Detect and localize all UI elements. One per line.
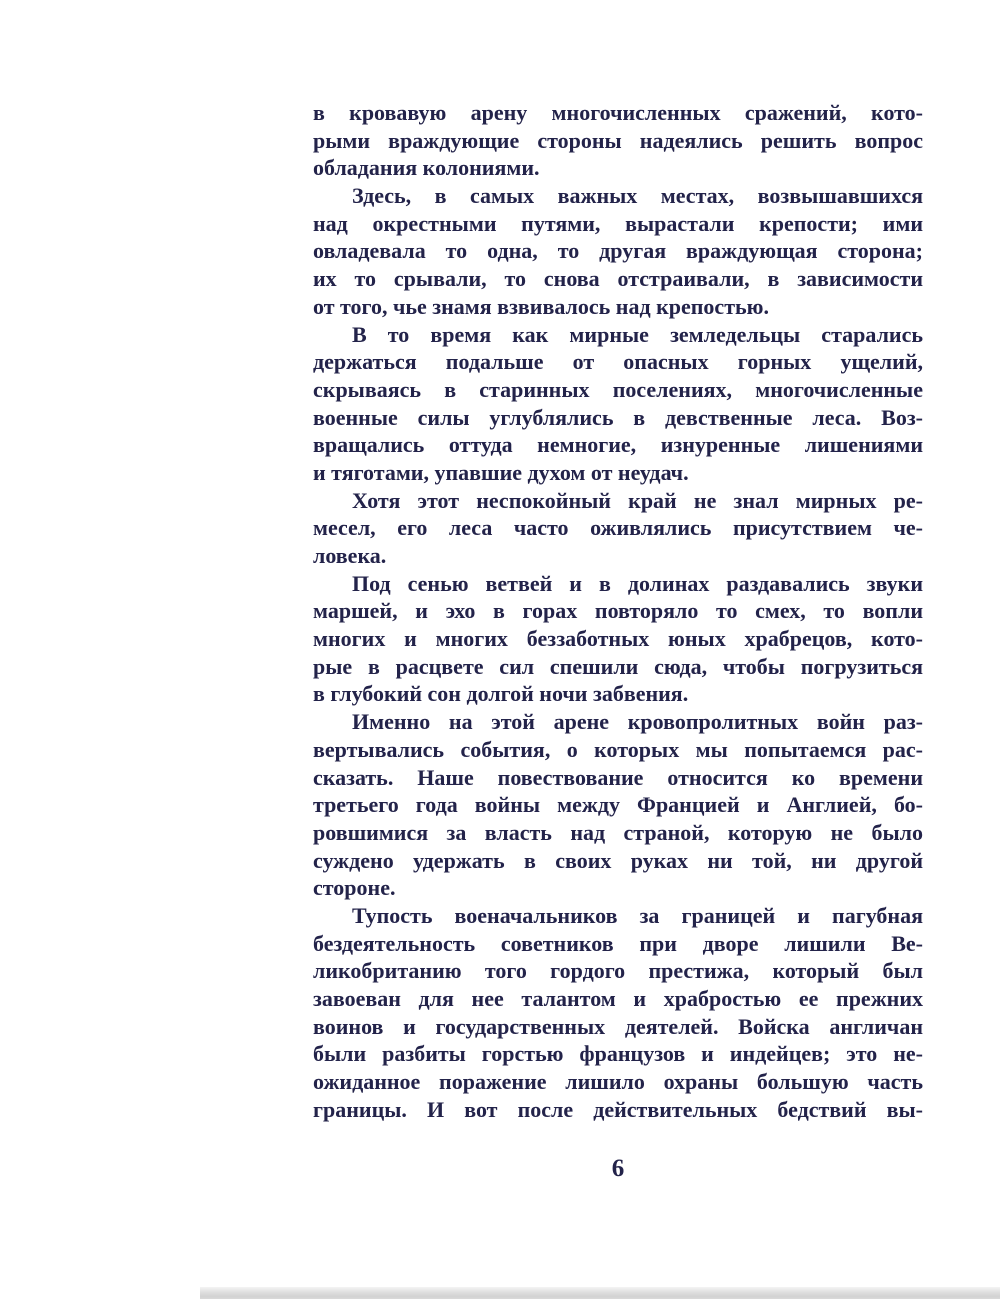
text-line: Тупость военачальников за границей и пагубная [352, 902, 923, 928]
text-line: третьего года войны между Францией и Англией, бо- [313, 792, 923, 818]
text-line: были разбиты горстью французов и индейцев; это не- [313, 1041, 923, 1067]
text-line: воинов и государственных деятелей. Войска англичан [313, 1013, 923, 1039]
paragraph [313, 902, 923, 1124]
text-line: от того, чье знамя взвивалось над крепостью. [313, 293, 769, 319]
paragraph [313, 708, 923, 902]
text-line: многих и многих беззаботных юных храбрецов, кото- [313, 626, 923, 652]
text-line: сказать. Наше повествование относится ко времени [313, 764, 923, 790]
text-line: обладания колониями. [313, 155, 540, 181]
text-line: над окрестными путями, вырастали крепости; ими [313, 210, 923, 236]
paragraph [313, 321, 923, 487]
text-line: военные силы углублялись в девственные леса. Воз- [313, 404, 923, 430]
page-number: 6 [611, 1155, 625, 1182]
text-line: в глубокий сон долгой ночи забвения. [313, 681, 689, 707]
text-line: маршей, и эхо в горах повторяло то смех, то вопли [313, 598, 923, 624]
paragraph [313, 182, 923, 320]
text-line: ловека. [313, 543, 387, 568]
text-line: месел, его леса часто оживлялись присутствием че- [313, 515, 923, 541]
text-line: границы. И вот после действительных бедствий вы- [313, 1096, 923, 1122]
text-line: ожиданное поражение лишило охраны большую часть [313, 1069, 923, 1095]
text-line: ровшимися за власть над страной, которую не было [313, 819, 923, 845]
text-line: и тяготами, упавшие духом от неудач. [313, 459, 689, 485]
text-line: Хотя этот неспокойный край не знал мирных ре- [352, 487, 923, 513]
text-line: рые в расцвете сил спешили сюда, чтобы погрузиться [313, 653, 923, 679]
text-line: держаться подальше от опасных горных ущелий, [313, 349, 923, 375]
text-line: скрываясь в старинных поселениях, многочисленные [313, 376, 923, 402]
text-line: рыми враждующие стороны надеялись решить вопрос [313, 127, 923, 153]
text-line: Именно на этой арене кровопролитных войн раз- [352, 709, 923, 735]
text-line: завоеван для нее талантом и храбростью ее прежних [313, 986, 923, 1011]
paragraph [313, 487, 923, 570]
text-line: в кровавую арену многочисленных сражений, кото- [313, 100, 923, 125]
text-line: ликобританию того гордого престижа, который был [313, 958, 923, 984]
text-line: В то время как мирные земледельцы старались [352, 321, 923, 347]
page-text-block [313, 99, 923, 1123]
text-line: вращались оттуда немногие, изнуренные лишениями [313, 432, 923, 458]
text-line: их то срывали, то снова отстраивали, в зависимости [313, 266, 923, 292]
text-line: вертывались события, о которых мы попытаемся рас- [313, 736, 923, 762]
text-line: суждено удержать в своих руках ни той, ни другой [313, 847, 923, 873]
text-line: овладевала то одна, то другая враждующая сторона; [313, 238, 923, 264]
paragraph [313, 570, 923, 708]
text-line: стороне. [313, 875, 396, 901]
text-line: Под сенью ветвей и в долинах раздавались звуки [352, 570, 923, 596]
page-bottom-shadow [200, 1287, 1000, 1299]
text-line: бездеятельность советников при дворе лишили Ве- [313, 930, 923, 956]
text-line: Здесь, в самых важных местах, возвышавшихся [352, 183, 923, 209]
book-page [100, 0, 923, 1300]
paragraph [313, 99, 923, 182]
